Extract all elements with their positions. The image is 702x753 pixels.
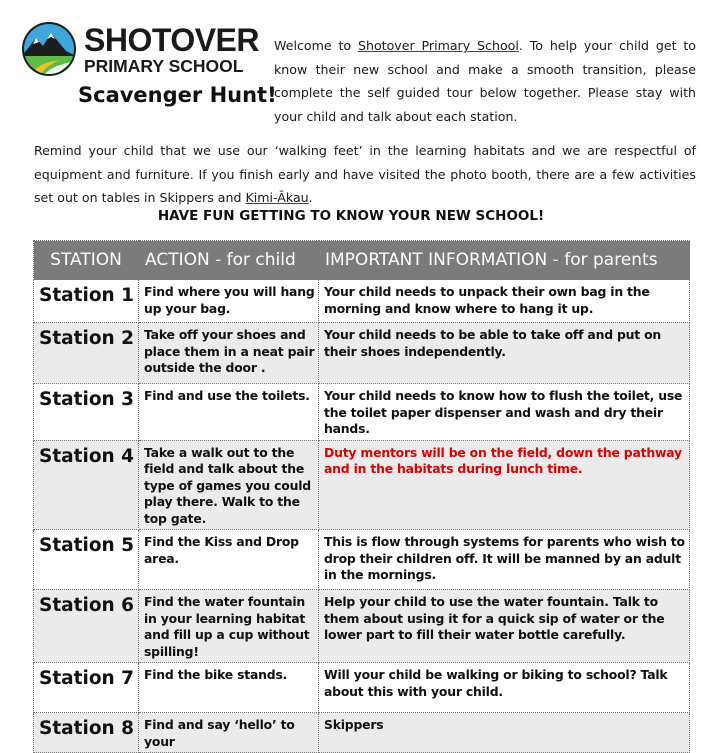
reminder-text-start: Remind your child that we use our ‘walking feet’ in the learning habitats and we are respectful of equipment and furniture. If you finish early and have visited the photo booth, there are a few activities set out on tables in Skippers and xyxy=(34,143,696,205)
station-name: Station 5 xyxy=(34,530,139,590)
action-cell: Find and use the toilets. xyxy=(139,384,319,441)
reminder-text-end: . xyxy=(308,190,313,205)
table-row xyxy=(34,280,690,323)
intro-text-start: Welcome to xyxy=(274,38,358,53)
header-action: ACTION - for child xyxy=(139,241,319,280)
action-cell: Take a walk out to the field and talk about the type of games you could play there. Walk to the top gate. xyxy=(139,440,319,530)
table-row xyxy=(34,384,690,441)
station-name: Station 7 xyxy=(34,663,139,713)
reminder-paragraph xyxy=(34,139,696,210)
action-cell: Find the Kiss and Drop area. xyxy=(139,530,319,590)
table-row xyxy=(34,530,690,590)
brand-name: SHOTOVER xyxy=(84,22,259,58)
info-cell: Will your child be walking or biking to school? Talk about this with your child. xyxy=(319,663,690,713)
station-name: Station 2 xyxy=(34,323,139,384)
intro-school-name: Shotover Primary School xyxy=(357,38,519,53)
station-name: Station 6 xyxy=(34,590,139,663)
action-cell: Find where you will hang up your bag. xyxy=(139,280,319,323)
brand-subtitle: PRIMARY SCHOOL xyxy=(84,56,244,76)
action-cell: Find and say ‘hello’ to your xyxy=(139,713,319,753)
info-cell: Skippers xyxy=(319,713,690,753)
table-row xyxy=(34,713,690,753)
table-header-row xyxy=(34,241,690,280)
station-name: Station 1 xyxy=(34,280,139,323)
info-cell: Your child needs to know how to flush the toilet, use the toilet paper dispenser and wash and dry their hands. xyxy=(319,384,690,441)
reminder-place-name: Kimi-Ākau xyxy=(245,190,309,205)
table-row xyxy=(34,663,690,713)
action-cell: Find the bike stands. xyxy=(139,663,319,713)
station-name: Station 8 xyxy=(34,713,139,753)
school-logo xyxy=(20,20,78,78)
header-information: IMPORTANT INFORMATION - for parents xyxy=(319,241,690,280)
station-name: Station 3 xyxy=(34,384,139,441)
action-cell: Find the water fountain in your learning habitat and fill up a cup without spilling! xyxy=(139,590,319,663)
info-cell: Your child needs to unpack their own bag in the morning and know where to hang it up. xyxy=(319,280,690,323)
intro-text-end: . To help your child get to know their new school and make a smooth transition, please complete the self guided tour below together. Please stay with your child and talk about each station. xyxy=(274,38,696,124)
info-cell: This is flow through systems for parents who wish to drop their children off. It will be manned by an adult in the mornings. xyxy=(319,530,690,590)
info-cell: Help your child to use the water fountain. Talk to them about using it for a quick sip of water or the lower part to fill their water bottle carefully. xyxy=(319,590,690,663)
info-cell: Your child needs to be able to take off and put on their shoes independently. xyxy=(319,323,690,384)
intro-paragraph xyxy=(274,34,696,128)
action-cell: Take off your shoes and place them in a neat pair outside the door . xyxy=(139,323,319,384)
station-name: Station 4 xyxy=(34,440,139,530)
header-station: STATION xyxy=(34,241,139,280)
table-row xyxy=(34,590,690,663)
page-title: Scavenger Hunt! xyxy=(78,83,277,107)
table-row xyxy=(34,323,690,384)
stations-table xyxy=(33,240,690,753)
fun-banner: HAVE FUN GETTING TO KNOW YOUR NEW SCHOOL! xyxy=(157,208,545,224)
school-brand xyxy=(84,24,259,76)
info-cell-alert: Duty mentors will be on the field, down the pathway and in the habitats during lunch time. xyxy=(319,440,690,530)
table-row xyxy=(34,440,690,530)
